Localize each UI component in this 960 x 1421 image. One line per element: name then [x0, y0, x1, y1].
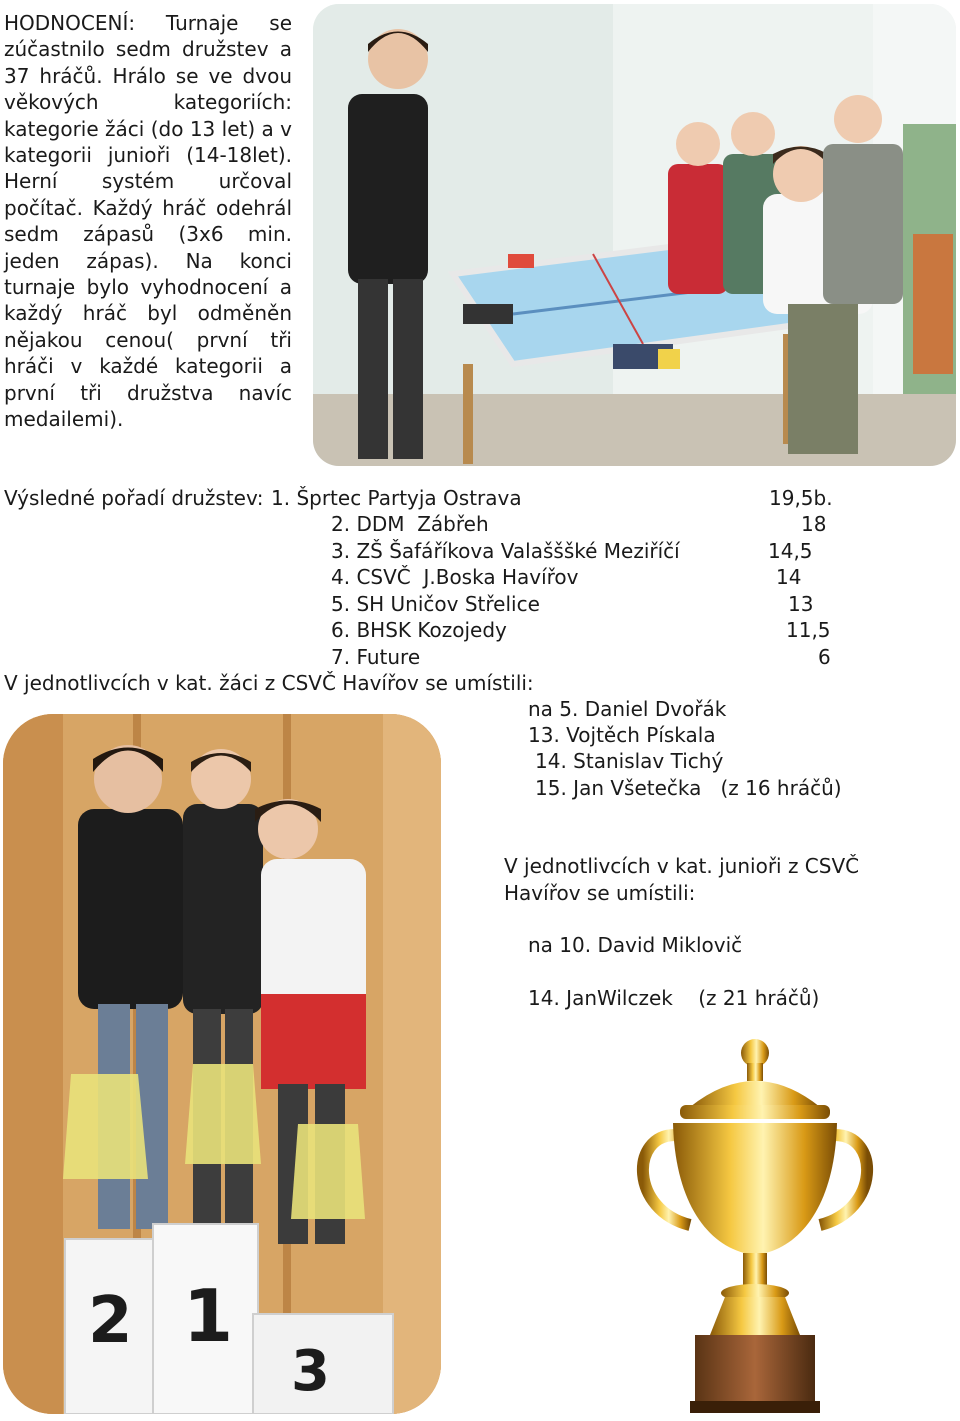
team-row-score: 14,5	[768, 539, 813, 563]
team-row-name: 1. Šprtec Partyja Ostrava	[271, 486, 522, 510]
team-row-score: 19,5b.	[769, 486, 833, 510]
team-row-score: 14	[776, 565, 802, 589]
zaci-item: 14. Stanislav Tichý	[535, 749, 724, 773]
team-row-name: 5. SH Uničov Střelice	[331, 592, 540, 616]
teams-heading: Výsledné pořadí družstev:	[4, 486, 264, 510]
team-row-score: 18	[801, 512, 827, 536]
zaci-item: 13. Vojtěch Pískala	[528, 723, 716, 747]
team-row-score: 11,5	[786, 618, 831, 642]
team-row-name: 4. CSVČ J.Boska Havířov	[331, 565, 579, 589]
juniori-heading: Havířov se umístili:	[504, 881, 696, 905]
podium-label-first: 1	[183, 1274, 234, 1358]
team-row-name: 3. ZŠ Šafáříkova Valašššké Meziříčí	[331, 539, 680, 563]
podium-label-second: 2	[88, 1284, 133, 1358]
team-row-score: 6	[818, 645, 831, 669]
team-row-name: 2. DDM Zábřeh	[331, 512, 489, 536]
intro-paragraph: HODNOCENÍ: Turnaje se zúčastnilo sedm družstev a 37 hráčů. Hrálo se ve dvou věkových kategoriích: kategorie žáci (do 13 let) a v kategorii junioři (14-18let). Herní systém určoval počítač. Každý hráč odehrál sedm zápasů (3x6 min. jeden zápas). Na konci turnaje bylo vyhodnocení a každý hráč byl odměněn nějakou cenou( první tři hráči v každé kategorii a první tři družstva navíc medailemi).	[4, 11, 292, 432]
team-row-name: 7. Future	[331, 645, 421, 669]
photo-table-hockey-game	[313, 4, 956, 466]
zaci-item: 15. Jan Všetečka (z 16 hráčů)	[535, 776, 842, 800]
trophy-icon	[635, 1035, 875, 1420]
zaci-item: na 5. Daniel Dvořák	[528, 697, 727, 721]
podium-label-third: 3	[291, 1339, 330, 1404]
juniori-item: 14. JanWilczek (z 21 hráčů)	[528, 986, 820, 1010]
juniori-heading: V jednotlivcích v kat. junioři z CSVČ	[504, 854, 860, 878]
zaci-heading: V jednotlivcích v kat. žáci z CSVČ Havířov se umístili:	[4, 671, 534, 695]
photo-podium-winners	[3, 714, 441, 1414]
team-row-name: 6. BHSK Kozojedy	[331, 618, 507, 642]
team-row-score: 13	[788, 592, 814, 616]
juniori-item: na 10. David Miklovič	[528, 933, 743, 957]
